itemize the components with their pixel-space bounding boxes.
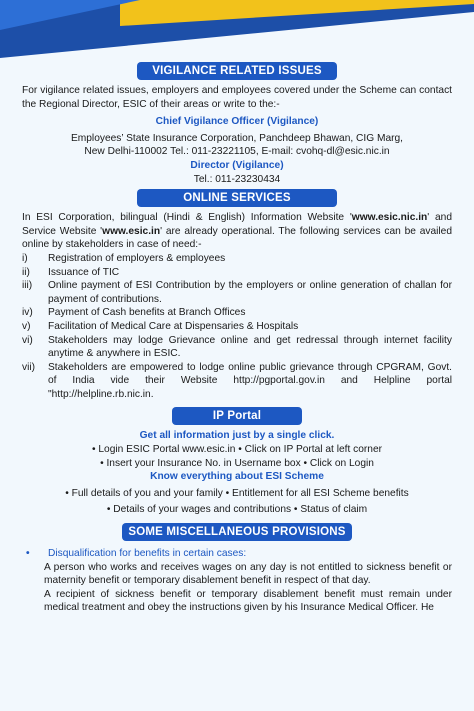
list-item-text: Registration of employers & employees: [48, 252, 226, 264]
list-item-number: vii): [22, 361, 36, 373]
page-content: [22, 62, 452, 615]
list-item-number: iii): [22, 280, 33, 292]
ip-step-line1: • Login ESIC Portal www.esic.in • Click on IP Portal at left corner: [91, 444, 383, 456]
list-item-text: Facilitation of Medical Care at Dispensaries & Hospitals: [48, 320, 299, 332]
list-item-number: v): [22, 320, 31, 332]
ip-portal-title: IP Portal: [172, 407, 302, 425]
list-item-text: Stakeholders may lodge Grievance online and get redressal through internet facility anytime & anywhere in ESIC.: [48, 334, 452, 360]
list-item-number: ii): [22, 266, 30, 278]
ip-tagline: Get all information just by a single click.: [139, 430, 335, 442]
list-item: [22, 320, 452, 334]
service-website: www.esic.in: [102, 225, 161, 237]
list-item: [22, 306, 452, 320]
disqualification-heading: Disqualification for benefits in certain cases:: [48, 548, 247, 560]
misc-para1: A person who works and receives wages on any day is not entitled to sickness benefit or maternity benefit or temporary disablement benefit in respect of that day.: [44, 561, 452, 587]
misc-para2: A recipient of sickness benefit or temporary disablement benefit must remain under medical treatment and obey the instructions given by his Insurance Medical Officer. He: [44, 588, 452, 614]
online-section-title: ONLINE SERVICES: [137, 189, 337, 207]
ip-feature-line1: • Full details of you and your family • Entitlement for all ESI Scheme benefits: [65, 487, 409, 499]
list-item: [22, 252, 452, 266]
online-intro-part2: ' and Service Website ': [22, 212, 452, 237]
online-intro-part1: In ESI Corporation, bilingual (Hindi & English) Information Website ': [22, 212, 352, 224]
vigilance-intro: For vigilance related issues, employers and employees covered under the Scheme can contact the Regional Director, ESIC of their areas or write to the:-: [22, 85, 452, 110]
ip-step-line2: • Insert your Insurance No. in Username box • Click on Login: [100, 457, 374, 469]
know-heading: Know everything about ESI Scheme: [150, 471, 324, 483]
list-item: [22, 334, 452, 361]
online-services-list: [22, 252, 452, 402]
misc-section-title: SOME MISCELLANEOUS PROVISIONS: [122, 523, 352, 541]
list-item-text: Online payment of ESI Contribution by the employers or online generation of challan for payment of contributions.: [48, 280, 452, 305]
vigilance-section-title: VIGILANCE RELATED ISSUES: [137, 62, 337, 80]
list-item: [22, 266, 452, 280]
bullet-icon: •: [26, 548, 30, 560]
list-item-number: iv): [22, 307, 33, 319]
list-item-text: Issuance of TIC: [48, 266, 120, 278]
ip-feature-line2: • Details of your wages and contributions • Status of claim: [106, 504, 368, 516]
director-tel: Tel.: 011-23230434: [193, 173, 281, 185]
list-item-text: Stakeholders are empowered to lodge online public grievance through CPGRAM, Govt. of India vide their Website http://pgportal.gov.in and Helpline portal "http://helpline.rb.nic.in.: [48, 361, 452, 400]
list-item-number: vi): [22, 334, 33, 346]
cvo-heading: Chief Vigilance Officer (Vigilance): [155, 116, 319, 128]
corner-decoration: [0, 0, 474, 60]
director-heading: Director (Vigilance): [190, 159, 284, 171]
list-item: [22, 361, 452, 402]
info-website: www.esic.nic.in: [351, 212, 428, 224]
online-intro-part3: ' are already operational. The following services can be availed online by stakeholders in case of need:-: [22, 225, 452, 251]
misc-bullet-row: [22, 547, 452, 561]
cvo-address-line2: New Delhi-110002 Tel.: 011-23221105, E-mail: cvohq-dl@esic.nic.in: [84, 146, 390, 158]
online-intro: [22, 211, 452, 252]
list-item-number: i): [22, 252, 28, 264]
list-item: [22, 279, 452, 306]
list-item-text: Payment of Cash benefits at Branch Offices: [48, 307, 246, 319]
cvo-address-line1: Employees’ State Insurance Corporation, Panchdeep Bhawan, CIG Marg,: [70, 132, 404, 144]
